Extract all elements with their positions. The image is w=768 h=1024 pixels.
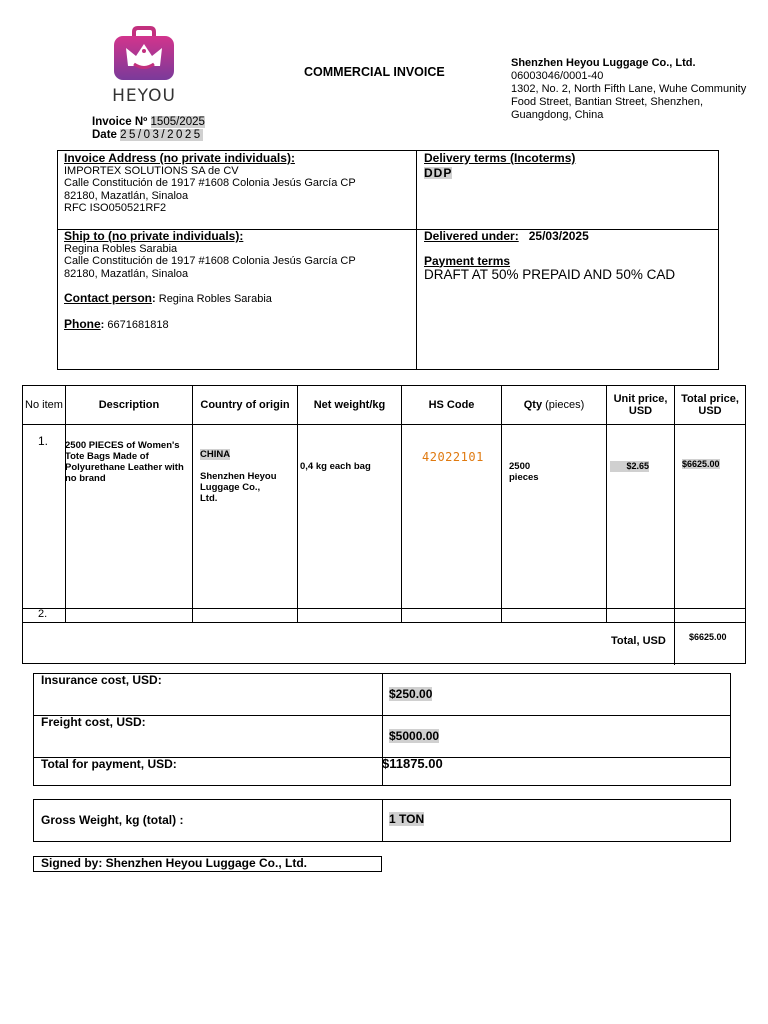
header-total-price: Total price, USD [681, 393, 739, 417]
insurance-label: Insurance cost, USD: [41, 673, 162, 687]
header-qty-unit: (pieces) [545, 399, 585, 411]
gross-weight-value: 1 TON [389, 812, 425, 826]
delivered-under [424, 230, 714, 243]
header-qty-label: Qty [523, 399, 543, 411]
document-title: COMMERCIAL INVOICE [304, 65, 445, 79]
header-hs-code: HS Code [428, 399, 475, 411]
delivery-terms-label: Delivery terms (Incoterms) [424, 151, 576, 165]
logo-text: HEYOU [112, 86, 176, 106]
contact-person-label: Contact person [64, 291, 153, 305]
freight-label: Freight cost, USD: [41, 715, 146, 729]
freight-value: $5000.00 [389, 729, 440, 743]
item-total-price-value: $6625.00 [682, 459, 720, 469]
invoice-address-line: 82180, Mazatlán, Sinaloa [64, 189, 189, 202]
phone: Phone: 6671681818 [64, 316, 169, 331]
total-value: $6625.00 [689, 632, 727, 642]
gross-weight-table [33, 799, 731, 842]
row-number: 2. [38, 608, 48, 620]
company-logo [108, 24, 180, 108]
item-country-value: CHINA [200, 449, 231, 460]
item-net-weight: 0,4 kg each bag [300, 461, 371, 472]
invoice-address-line: Calle Constitución de 1917 #1608 Colonia Jesús García CP [64, 177, 356, 189]
payment-terms-label: Payment terms [424, 253, 511, 268]
total-label: Total, USD [611, 635, 666, 647]
delivered-under-label: Delivered under: [424, 229, 519, 243]
header-unit-price: Unit price, USD [613, 393, 668, 417]
item-unit-price-value: $2.65 [610, 461, 649, 472]
phone-value: 6671681818 [107, 318, 169, 331]
contact-person: Contact person: Regina Robles Sarabia [64, 291, 272, 305]
item-unit-price [607, 461, 649, 472]
invoice-date [92, 129, 203, 141]
invoice-address-line: RFC ISO050521RF2 [64, 202, 167, 214]
invoice-date-value: 25/03/2025 [120, 129, 203, 141]
invoice-date-label: Date [92, 129, 117, 141]
gross-weight-label: Gross Weight, kg (total) : [41, 813, 184, 827]
header-country: Country of origin [200, 399, 290, 411]
ship-to-line: Regina Robles Sarabia [64, 242, 178, 255]
row-number: 1. [38, 434, 49, 448]
seller-address-line: Food Street, Bantian Street, Shenzhen, [511, 96, 704, 108]
delivery-terms [424, 152, 714, 180]
ship-to-line: 82180, Mazatlán, Sinaloa [64, 267, 189, 280]
item-qty: 2500 pieces [509, 461, 539, 483]
seller-block [511, 57, 763, 122]
invoice-address [64, 152, 414, 215]
seller-code: 06003046/0001-40 [511, 70, 604, 82]
invoice-address-line: IMPORTEX SOLUTIONS SA de CV [64, 164, 239, 177]
costs-table [33, 673, 731, 786]
seller-address-line: Guangdong, China [511, 109, 604, 121]
header-qty [502, 386, 606, 424]
ship-to-label: Ship to (no private individuals): [64, 229, 244, 243]
header-no-item: No item [25, 399, 63, 411]
goods-table [22, 385, 746, 664]
payment-terms-value: DRAFT AT 50% PREPAID AND 50% CAD [424, 267, 676, 282]
invoice-number-label: Invoice Nº [92, 116, 148, 128]
delivery-terms-value: DDP [424, 165, 453, 180]
delivered-under-value: 25/03/2025 [528, 229, 589, 243]
item-total-price [682, 459, 720, 470]
item-hs-code: 42022101 [422, 450, 484, 464]
invoice-number-value: 1505/2025 [150, 116, 205, 128]
seller-address-line: 1302, No. 2, North Fifth Lane, Wuhe Community [511, 83, 747, 95]
payment-label: Total for payment, USD: [41, 757, 177, 771]
phone-label: Phone [64, 316, 101, 331]
address-box [57, 150, 719, 370]
ship-to-line: Calle Constitución de 1917 #1608 Colonia Jesús García CP [64, 255, 356, 267]
contact-person-value: Regina Robles Sarabia [158, 293, 272, 305]
ship-to [64, 230, 414, 331]
signed-by: Signed by: Shenzhen Heyou Luggage Co., Ltd. [33, 856, 382, 872]
delivery-payment [424, 230, 714, 282]
item-description: 2500 PIECES of Women's Tote Bags Made of Polyurethane Leather with no brand [65, 440, 184, 484]
luggage-crown-icon [108, 24, 180, 84]
payment-value: $11875.00 [382, 756, 443, 771]
seller-name: Shenzhen Heyou Luggage Co., Ltd. [511, 57, 696, 69]
item-country [200, 449, 230, 460]
insurance-value: $250.00 [389, 687, 433, 701]
header-description: Description [98, 399, 160, 411]
header-net-weight: Net weight/kg [313, 399, 386, 411]
item-manufacturer: Shenzhen Heyou Luggage Co., Ltd. [200, 471, 277, 504]
invoice-number [92, 116, 205, 128]
invoice-address-label: Invoice Address (no private individuals): [64, 151, 295, 165]
